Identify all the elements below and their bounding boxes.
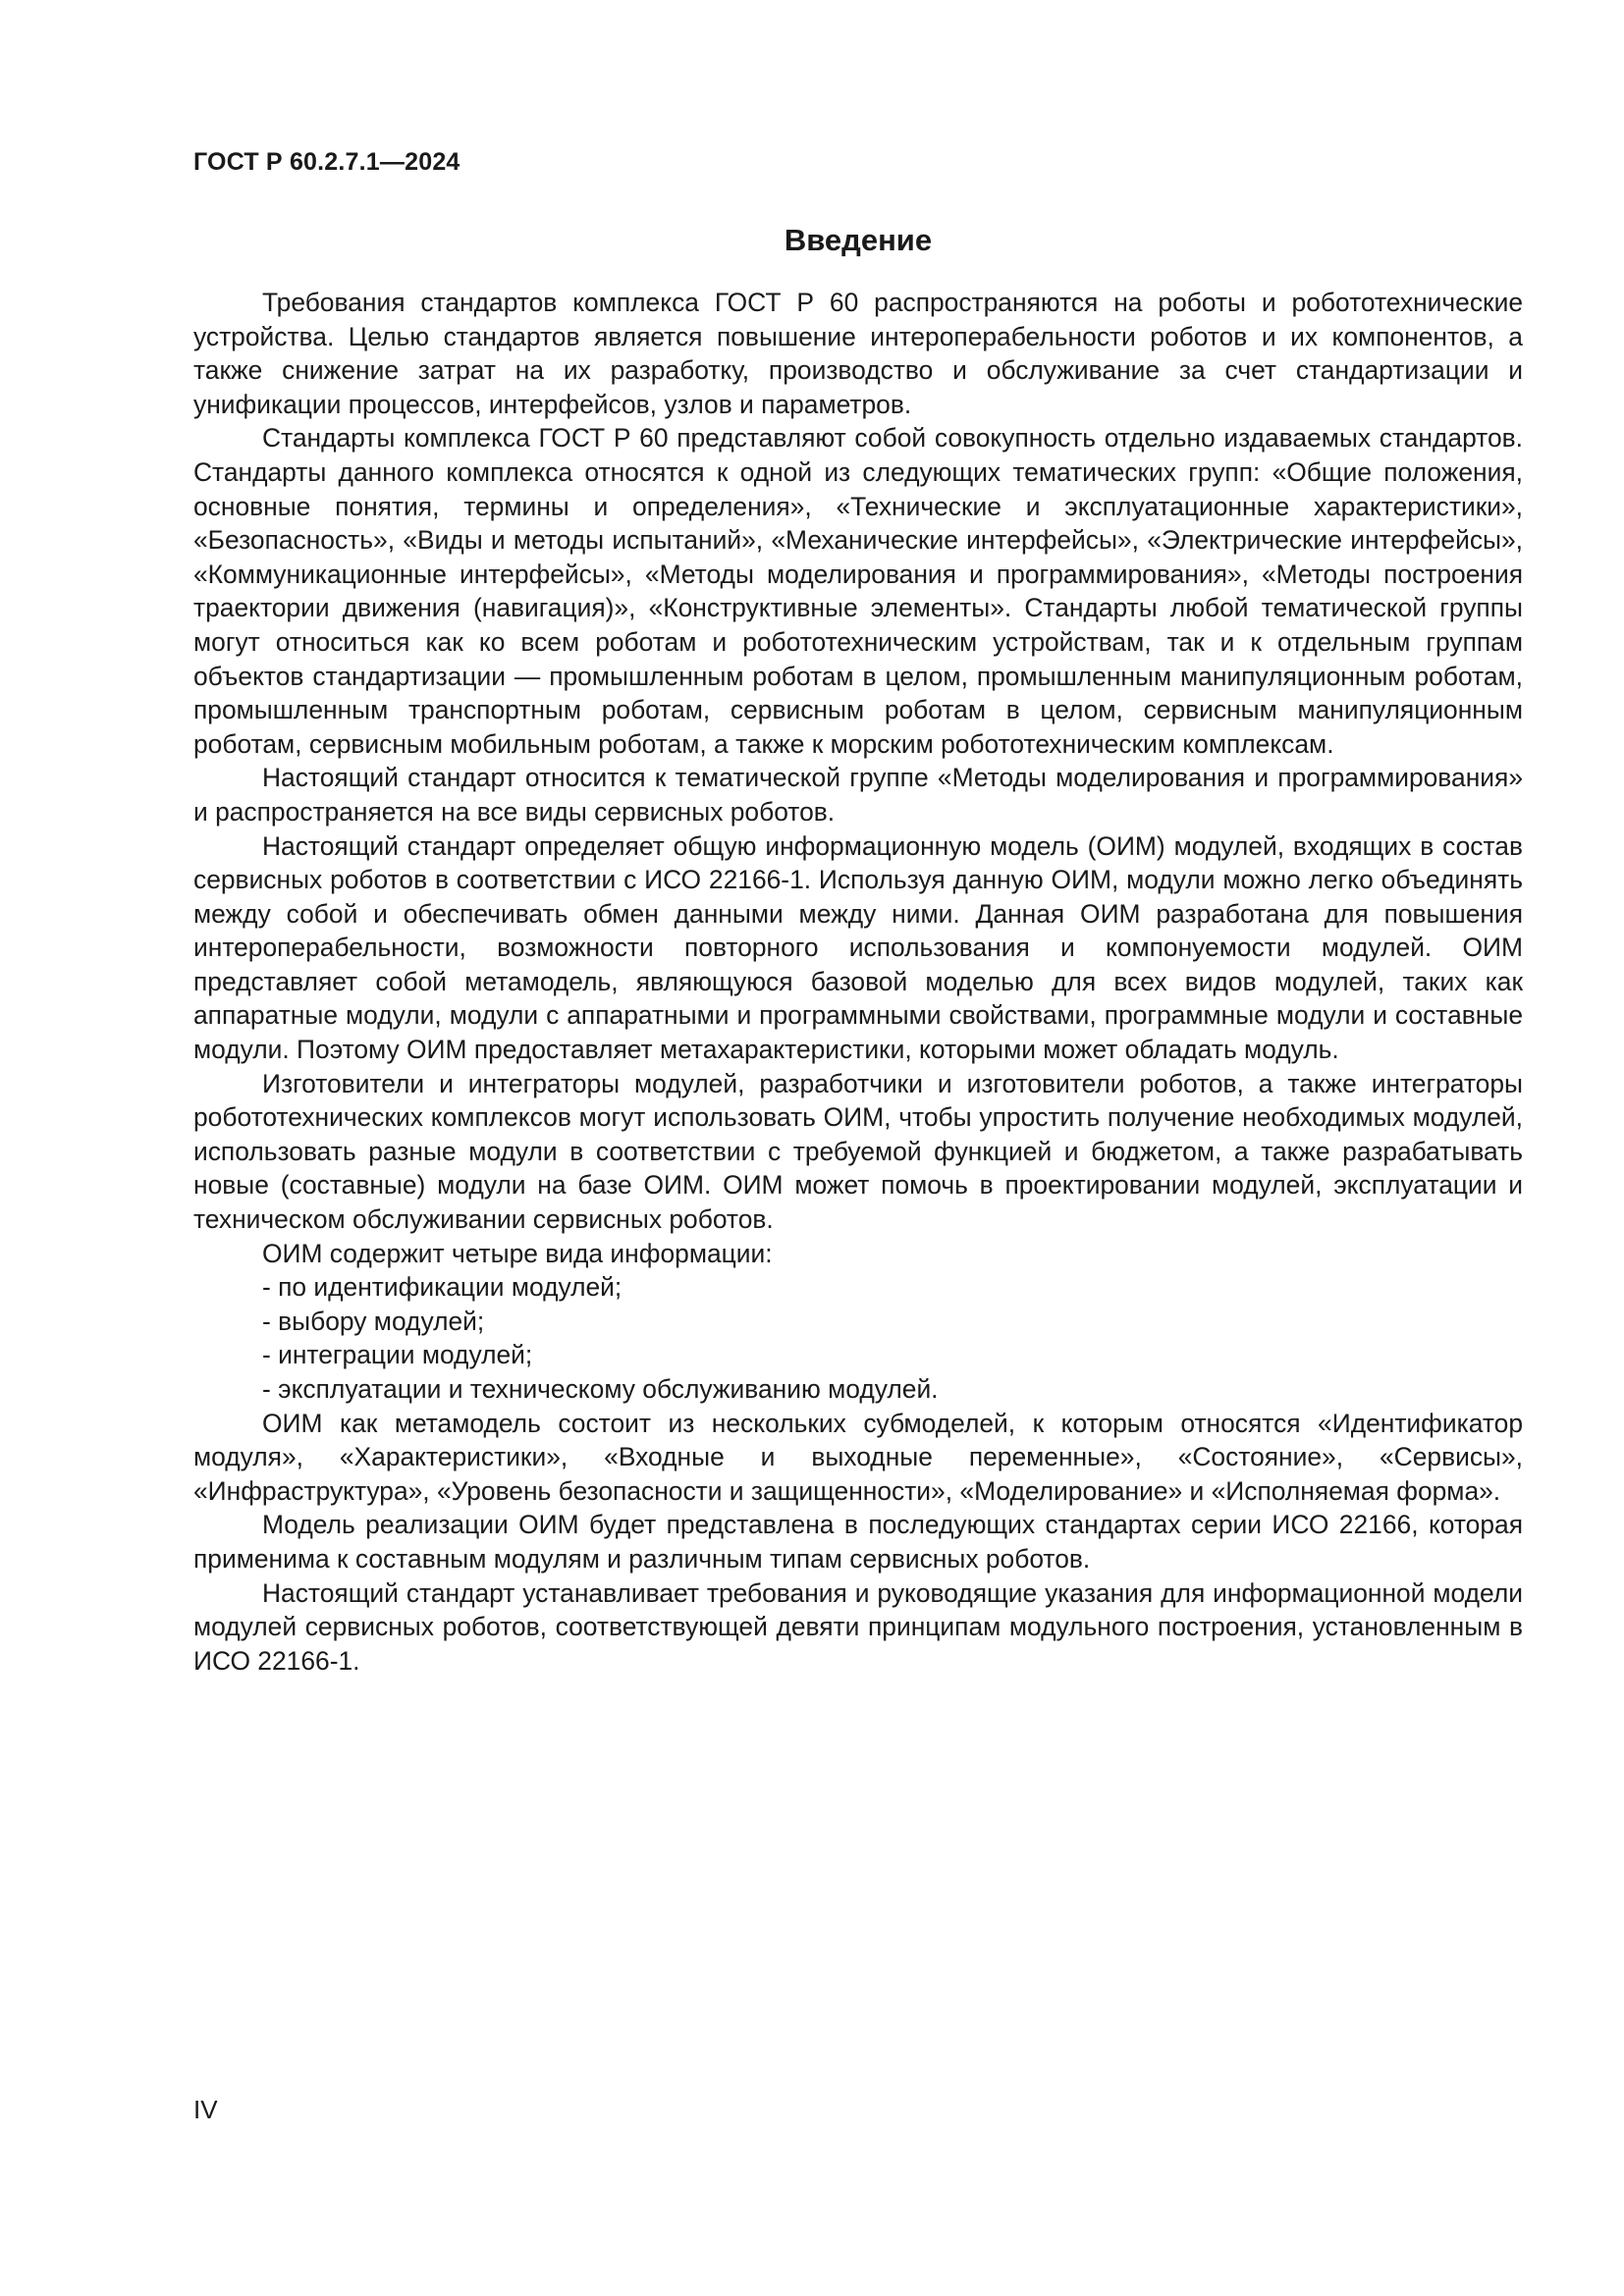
- paragraph: Настоящий стандарт относится к тематической группе «Методы моделирования и программирования» и распространяется на все виды сервисных роботов.: [193, 763, 1523, 827]
- list-item: - интеграции модулей;: [262, 1340, 533, 1370]
- paragraph: Требования стандартов комплекса ГОСТ Р 60 распространяются на роботы и робототехнические устройства. Целью стандартов является повышение интероперабельности роботов и их компонентов, а также снижение затрат на их разработку, производство и обслуживание за счет стандартизации и унификации процессов, интерфейсов, узлов и параметров.: [193, 288, 1523, 419]
- paragraph: ОИМ как метамодель состоит из нескольких субмоделей, к которым относятся «Идентификатор модуля», «Характеристики», «Входные и выходные переменные», «Состояние», «Сервисы», «Инфраструктура», «Уровень безопасности и защищенности», «Моделирование» и «Исполняемая форма».: [193, 1408, 1523, 1506]
- section-title: Введение: [784, 223, 933, 257]
- document-code: ГОСТ Р 60.2.7.1—2024: [193, 148, 460, 176]
- list-item: - выбору модулей;: [262, 1306, 485, 1336]
- paragraph: Модель реализации ОИМ будет представлена в последующих стандартах серии ИСО 22166, которая применима к составным модулям и различным типам сервисных роботов.: [193, 1510, 1523, 1574]
- paragraph: Настоящий стандарт устанавливает требования и руководящие указания для информационной модели модулей сервисных роботов, соответствующей девяти принципам модульного построения, установленным в ИСО 22166-1.: [193, 1577, 1523, 1676]
- list-item: - по идентификации модулей;: [262, 1272, 623, 1303]
- information-types-list: [193, 1270, 1523, 1406]
- page-number: IV: [193, 2095, 218, 2124]
- document-body: [193, 286, 1523, 1678]
- paragraph: ОИМ содержит четыре вида информации:: [262, 1238, 773, 1268]
- paragraph: Настоящий стандарт определяет общую информационную модель (ОИМ) модулей, входящих в состав сервисных роботов в соответствии с ИСО 22166-1. Используя данную ОИМ, модули можно легко объединять между собой и обеспечивать обмен данными между ними. Данная ОИМ разработана для повышения интероперабельности, возможности повторного использования и компонуемости модулей. ОИМ представляет собой метамодель, являющуюся базовой моделью для всех видов модулей, таких как аппаратные модули, модули с аппаратными и программными свойствами, программные модули и составные модули. Поэтому ОИМ предоставляет метахарактеристики, которыми может обладать модуль.: [193, 830, 1523, 1065]
- paragraph: Изготовители и интеграторы модулей, разработчики и изготовители роботов, а также интеграторы робототехнических комплексов могут использовать ОИМ, чтобы упростить получение необходимых модулей, использовать разные модули в соответствии с требуемой функцией и бюджетом, а также разрабатывать новые (составные) модули на базе ОИМ. ОИМ может помочь в проектировании модулей, эксплуатации и техническом обслуживании сервисных роботов.: [193, 1068, 1523, 1235]
- list-item: - эксплуатации и техническому обслуживанию модулей.: [262, 1374, 939, 1404]
- paragraph: Стандарты комплекса ГОСТ Р 60 представляют собой совокупность отдельно издаваемых стандартов. Стандарты данного комплекса относятся к одной из следующих тематических групп: «Общие положения, основные понятия, термины и определения», «Технические и эксплуатационные характеристики», «Безопасность», «Виды и методы испытаний», «Механические интерфейсы», «Электрические интерфейсы», «Коммуникационные интерфейсы», «Методы моделирования и программирования», «Методы построения траектории движения (навигация)», «Конструктивные элементы». Стандарты любой тематической группы могут относиться как ко всем роботам и робототехническим устройствам, так и к отдельным группам объектов стандартизации — промышленным роботам в целом, промышленным манипуляционным роботам, промышленным транспортным роботам, сервисным роботам в целом, сервисным манипуляционным роботам, сервисным мобильным роботам, а также к морским робототехническим комплексам.: [193, 423, 1523, 759]
